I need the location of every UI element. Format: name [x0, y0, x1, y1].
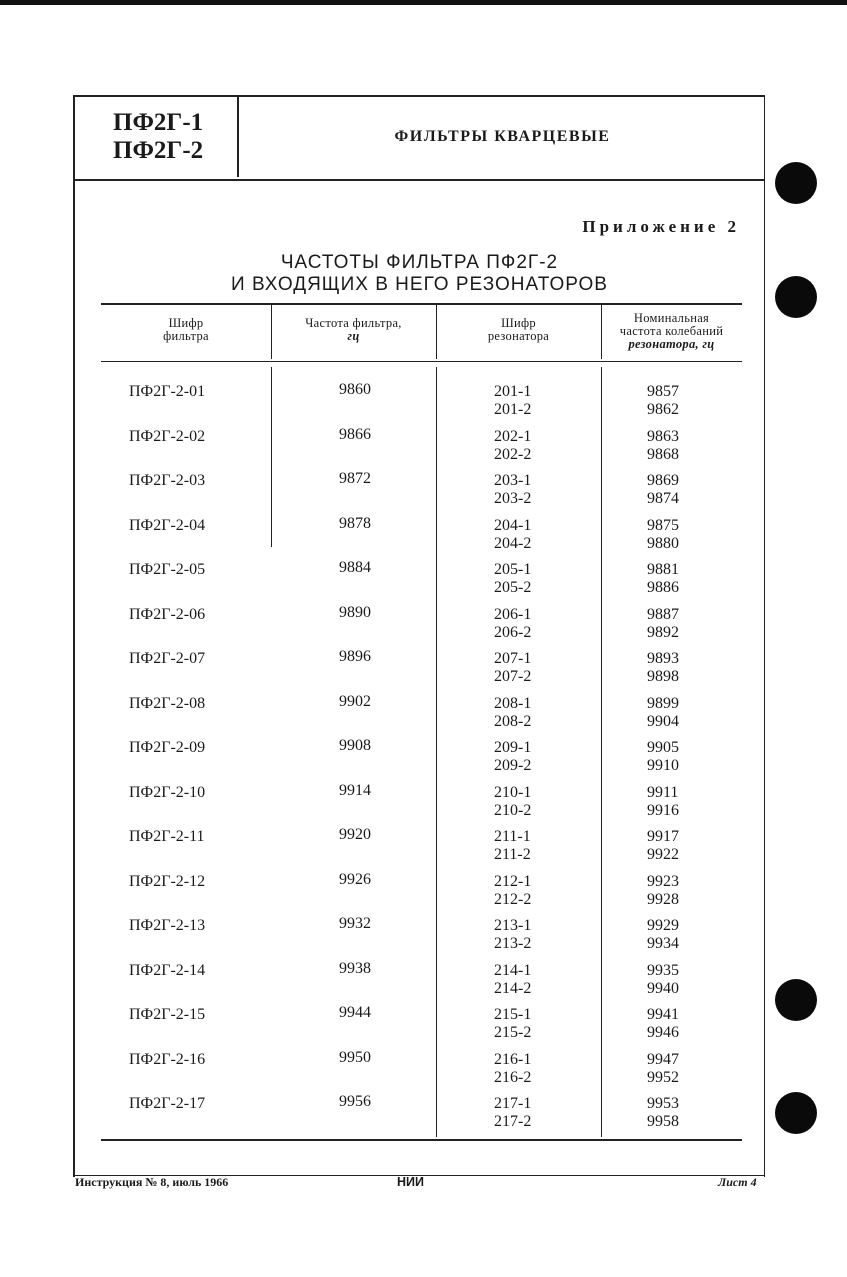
nominal-frequency-cell: 9935 9940: [647, 961, 679, 997]
filter-code-cell: ПФ2Г-2-07: [129, 650, 206, 667]
resonator-code-cell: 217-1 217-2: [494, 1095, 532, 1130]
filter-frequency-cell: 9896: [339, 648, 371, 665]
resonator-code-cell: 206-1 206-2: [494, 605, 532, 641]
nominal-frequency-cell: 9869 9874: [647, 472, 679, 507]
resonator-code-cell: 208-1 208-2: [494, 694, 532, 730]
nominal-frequency-cell: 9887 9892: [647, 605, 679, 641]
nominal-frequency-cell: 9917 9922: [647, 828, 679, 863]
table-row: [101, 1000, 742, 1045]
resonator-code-cell: 202-1 202-2: [494, 427, 532, 463]
product-code-2: ПФ2Г-2: [113, 137, 204, 164]
filter-code-cell: ПФ2Г-2-11: [129, 828, 205, 845]
filter-frequency-cell: 9938: [339, 959, 371, 977]
resonator-code-cell: 201-1 201-2: [494, 383, 532, 418]
table-row: [101, 956, 742, 1001]
appendix-label: Приложение 2: [582, 217, 740, 236]
nominal-frequency-cell: 9911 9916: [647, 783, 679, 819]
table-row: [101, 867, 742, 912]
resonator-code-cell: 216-1 216-2: [494, 1050, 532, 1086]
frequency-table: [101, 303, 742, 1143]
nominal-frequency-cell: 9875 9880: [647, 516, 679, 552]
resonator-code-cell: 214-1 214-2: [494, 961, 532, 997]
table-row: [101, 911, 742, 956]
punch-hole: [775, 979, 817, 1021]
filter-frequency-cell: 9902: [339, 692, 371, 710]
column-header-resonator-code: Шифр резонатора: [487, 316, 550, 343]
column-header-nominal-frequency: Номинальная частота колебаний резонатора, гц: [619, 311, 724, 351]
resonator-code-cell: 212-1 212-2: [494, 872, 532, 908]
table-title-line-2: И ВХОДЯЩИХ В НЕГО РЕЗОНАТОРОВ: [231, 274, 608, 295]
footer-sheet-number: Лист 4: [718, 1175, 757, 1189]
filter-frequency-cell: 9932: [339, 915, 371, 932]
table-row: [101, 689, 742, 734]
filter-code-cell: ПФ2Г-2-04: [129, 516, 206, 534]
punch-hole: [775, 1092, 817, 1134]
nominal-frequency-cell: 9857 9862: [647, 383, 679, 418]
table-row: [101, 644, 742, 689]
nominal-frequency-cell: 9929 9934: [647, 917, 679, 952]
table-row: [101, 466, 742, 511]
footer-publisher: НИИ: [397, 1175, 424, 1189]
filter-frequency-cell: 9926: [339, 870, 371, 888]
filter-code-cell: ПФ2Г-2-15: [129, 1006, 206, 1023]
filter-code-cell: ПФ2Г-2-09: [129, 739, 206, 756]
table-row: [101, 600, 742, 645]
filter-frequency-cell: 9944: [339, 1004, 371, 1021]
column-header-filter-frequency: Частота фильтра, гц: [305, 316, 402, 343]
table-title-line-1: ЧАСТОТЫ ФИЛЬТРА ПФ2Г-2: [280, 252, 559, 273]
filter-code-cell: ПФ2Г-2-06: [129, 605, 206, 623]
resonator-code-cell: 203-1 203-2: [494, 472, 532, 507]
filter-frequency-cell: 9890: [339, 603, 371, 621]
nominal-frequency-cell: 9863 9868: [647, 427, 679, 463]
filter-frequency-cell: 9872: [339, 470, 371, 487]
nominal-frequency-cell: 9947 9952: [647, 1050, 679, 1086]
filter-code-cell: ПФ2Г-2-08: [129, 694, 206, 712]
filter-code-cell: ПФ2Г-2-03: [129, 472, 206, 489]
filter-frequency-cell: 9908: [339, 737, 371, 754]
filter-code-cell: ПФ2Г-2-17: [129, 1095, 206, 1112]
filter-code-cell: ПФ2Г-2-10: [129, 783, 206, 801]
document-title: ФИЛЬТРЫ КВАРЦЕВЫЕ: [394, 128, 611, 145]
resonator-code-cell: 213-1 213-2: [494, 917, 532, 952]
nominal-frequency-cell: 9941 9946: [647, 1006, 679, 1041]
filter-code-cell: ПФ2Г-2-12: [129, 872, 206, 890]
nominal-frequency-cell: 9899 9904: [647, 694, 679, 730]
resonator-code-cell: 211-1 211-2: [494, 828, 531, 863]
filter-code-cell: ПФ2Г-2-16: [129, 1050, 206, 1068]
filter-frequency-cell: 9920: [339, 826, 371, 843]
document-header: [75, 97, 764, 181]
filter-frequency-cell: 9860: [339, 381, 371, 398]
table-row: [101, 1045, 742, 1090]
product-codes: [75, 97, 239, 177]
resonator-code-cell: 209-1 209-2: [494, 739, 532, 774]
filter-code-cell: ПФ2Г-2-02: [129, 427, 206, 445]
filter-frequency-cell: 9866: [339, 425, 371, 443]
table-row: [101, 422, 742, 467]
filter-code-cell: ПФ2Г-2-13: [129, 917, 206, 934]
column-header-filter-code: Шифр фильтра: [163, 316, 209, 343]
nominal-frequency-cell: 9953 9958: [647, 1095, 679, 1130]
filter-frequency-cell: 9956: [339, 1093, 371, 1110]
product-code-1: ПФ2Г-1: [113, 109, 204, 136]
resonator-code-cell: 210-1 210-2: [494, 783, 532, 819]
punch-hole: [775, 162, 817, 204]
table-bottom-rule: [101, 1139, 742, 1141]
filter-frequency-cell: 9884: [339, 559, 371, 576]
table-title: [75, 252, 764, 296]
scan-top-edge: [0, 0, 847, 5]
filter-frequency-cell: 9914: [339, 781, 371, 799]
filter-code-cell: ПФ2Г-2-05: [129, 561, 206, 578]
filter-frequency-cell: 9878: [339, 514, 371, 532]
nominal-frequency-cell: 9893 9898: [647, 650, 679, 685]
table-row: [101, 377, 742, 422]
filter-code-cell: ПФ2Г-2-14: [129, 961, 206, 979]
table-row: [101, 778, 742, 823]
table-row: [101, 822, 742, 867]
filter-frequency-cell: 9950: [339, 1048, 371, 1066]
table-row: [101, 733, 742, 778]
footer-instruction: Инструкция № 8, июль 1966: [75, 1175, 229, 1189]
table-row: [101, 555, 742, 600]
resonator-code-cell: 204-1 204-2: [494, 516, 532, 552]
table-body: [101, 377, 742, 1134]
table-row: [101, 511, 742, 556]
filter-code-cell: ПФ2Г-2-01: [129, 383, 206, 400]
nominal-frequency-cell: 9905 9910: [647, 739, 679, 774]
table-row: [101, 1089, 742, 1134]
nominal-frequency-cell: 9923 9928: [647, 872, 679, 908]
document-frame: [73, 95, 765, 1177]
nominal-frequency-cell: 9881 9886: [647, 561, 679, 596]
resonator-code-cell: 207-1 207-2: [494, 650, 532, 685]
resonator-code-cell: 205-1 205-2: [494, 561, 532, 596]
table-header-rule: [101, 361, 742, 362]
table-top-rule: [101, 303, 742, 305]
punch-hole: [775, 276, 817, 318]
resonator-code-cell: 215-1 215-2: [494, 1006, 532, 1041]
